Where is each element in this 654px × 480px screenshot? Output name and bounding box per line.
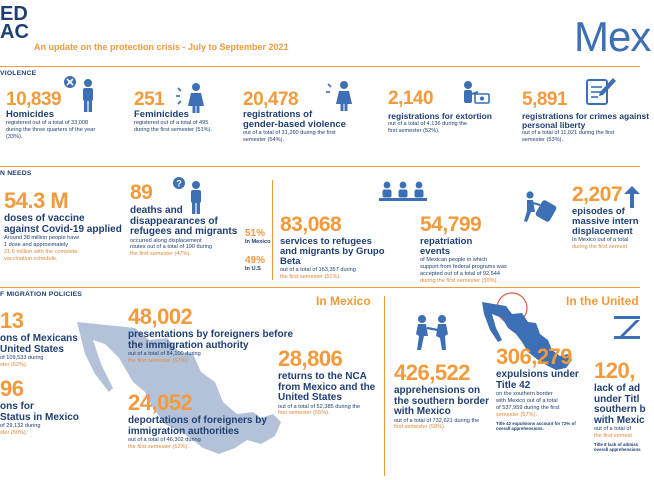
liberty-sub1: out of a total of 11,021 during the first <box>522 129 615 136</box>
apprehensions-sub2: first semester (58%). <box>394 424 446 431</box>
stat-title42 <box>496 346 596 431</box>
pct-us-value: 49% <box>245 255 266 266</box>
returns-label3: United States <box>278 392 342 403</box>
deaths-value: 89 <box>130 181 153 204</box>
repatriation-sub1: of Mexican people in which <box>420 256 488 263</box>
repatriation-sub3: accepted out of a total of 92,544 <box>420 270 500 277</box>
homicides-sub3: (33%). <box>6 133 23 140</box>
header-subtitle: An update on the protection crisis - July to September 2021 <box>34 42 289 52</box>
stat-lack-admission <box>594 360 654 452</box>
repatriation-label1: repatriation <box>420 236 473 247</box>
title42-note1: Title 42 expulsions account for 72% of <box>496 420 576 426</box>
status-mx-sub1: of 29,132 during <box>0 423 41 429</box>
extortion-sub1: out of a total of 4,136 during the <box>388 120 467 127</box>
needs-divider <box>0 287 640 288</box>
suitcase-walker-icon <box>522 190 558 226</box>
logo-line2: AC <box>0 20 29 43</box>
deaths-label2: disappearances of <box>130 215 218 227</box>
repatriation-sub2: support from federal programs was <box>420 263 507 270</box>
deaths-pct-mexico <box>245 228 271 245</box>
vaccine-sub3: 21.6 million with the complete <box>4 248 78 255</box>
lack-label3: southern b <box>594 404 646 415</box>
homicide-person-icon <box>64 74 102 114</box>
deportations-sub1: out of a total of 46,302 during <box>128 437 201 443</box>
lack-sub2: the first semest <box>594 432 632 439</box>
stat-extortion <box>388 89 518 135</box>
status-mx-sub2: ster (50%). <box>0 429 28 436</box>
feminicides-value: 251 <box>134 89 165 110</box>
extortion-value: 2,140 <box>388 88 434 109</box>
apprehension-people-icon <box>412 314 452 352</box>
status-mx-label1: ons for <box>0 401 34 412</box>
apprehensions-label3: with Mexico <box>394 406 451 417</box>
deportations-label2: immigration authorities <box>128 425 240 437</box>
mexicans-us-sub2: ster (62%). <box>0 361 28 368</box>
returns-label1: returns to the NCA <box>278 371 367 382</box>
deaths-sub1: occurred along displacement <box>130 237 202 244</box>
gbv-value: 20,478 <box>243 89 299 110</box>
feminicides-label: Feminicides <box>134 109 189 120</box>
displacement-label1: episodes of <box>572 206 625 217</box>
title42-sub3: of 537,959 during the first <box>496 404 560 411</box>
apprehensions-label2: the southern border <box>394 395 490 407</box>
repatriation-value: 54,799 <box>420 213 482 236</box>
gbv-label2: gender-based violence <box>243 118 346 130</box>
deportations-label1: deportations of foreigners by <box>128 415 267 426</box>
page-title: Mex <box>574 13 651 60</box>
policies-in-us: In the United <box>566 294 639 308</box>
returns-sub2: first semester (55%). <box>278 410 330 417</box>
services-sub1: out of a total of 163,357 during <box>280 266 356 273</box>
apprehensions-label1: apprehensions on <box>394 385 481 396</box>
stat-mexicans-us <box>0 310 90 369</box>
feminicides-sub2: during the first semester (51%). <box>134 126 213 133</box>
policies-in-mexico: In Mexico <box>316 294 371 308</box>
vaccine-sub4: vaccination schedule. <box>4 255 58 262</box>
gbv-woman-icon <box>326 78 356 112</box>
homicides-value: 10,839 <box>6 89 62 110</box>
stat-deportations <box>128 392 298 451</box>
stat-vaccine <box>4 190 129 263</box>
pct-mx-value: 51% <box>245 228 266 239</box>
presentations-label2: the immigration authority <box>128 339 249 351</box>
logo <box>0 3 29 43</box>
presentations-sub2: the first semester (57%). <box>128 357 189 364</box>
stat-gbv <box>243 90 383 144</box>
lack-value: 120, <box>594 358 635 383</box>
gbv-sub2: semester (54%). <box>243 136 285 143</box>
lack-note2: overall apprehensions <box>594 446 641 452</box>
title42-label1: expulsions under <box>496 369 579 380</box>
header-divider <box>0 66 640 67</box>
vaccine-value: 54.3 M <box>4 188 69 213</box>
lack-label2: under Titl <box>594 393 640 405</box>
vaccine-sub1: Around 38 million people have <box>4 235 80 241</box>
gbv-sub1: out of a total of 31,260 during the first <box>243 129 336 136</box>
title42-value: 306,279 <box>496 344 573 369</box>
returns-label2: from Mexico and the <box>278 381 376 393</box>
stat-status-mexico <box>0 378 95 437</box>
status-mx-value: 96 <box>0 376 24 401</box>
feminicides-sub1: registered out of a total of 495 <box>134 119 209 126</box>
question-person-icon <box>172 176 206 216</box>
presentations-label1: presentations by foreigners before <box>128 329 294 340</box>
lack-note1: Title 8 lack of admiss <box>594 441 639 447</box>
lack-sub1: out of a total of <box>594 426 632 432</box>
displacement-label2: massive intern <box>572 215 639 227</box>
deportations-sub2: the first semester (52%). <box>128 443 189 450</box>
title42-label2: Title 42 <box>496 379 531 391</box>
pct-mx-label: In Mexico <box>245 239 271 245</box>
deaths-label3: refugees and migrants <box>130 226 238 237</box>
vaccine-label1: doses of vaccine <box>4 213 85 224</box>
returns-sub1: out of a total of 52,385 during the <box>278 403 361 410</box>
homicides-label: Homicides <box>6 109 55 120</box>
displacement-value: 2,207 <box>572 183 623 206</box>
needs-vertical-divider <box>272 180 273 280</box>
displacement-sub2: during the first semest <box>572 243 628 250</box>
vaccine-sub2: 1 dose and approximately <box>4 241 69 248</box>
policies-vertical-divider <box>384 296 385 476</box>
stat-apprehensions <box>394 362 504 431</box>
extortion-money-icon <box>458 80 492 110</box>
stat-services <box>280 214 405 281</box>
stat-displacement <box>572 184 652 251</box>
displacement-arrow-icon <box>622 186 640 210</box>
status-mx-label2: Status in Mexico <box>0 411 79 423</box>
extortion-label: registrations for extortion <box>388 111 492 121</box>
title42-note2: overall apprehensions. <box>496 425 544 431</box>
mexicans-us-value: 13 <box>0 308 24 333</box>
title42-sub1: on the southern border <box>496 391 553 397</box>
feminicide-woman-icon <box>174 80 210 114</box>
presentations-value: 48,002 <box>128 304 193 329</box>
services-value: 83,068 <box>280 213 342 236</box>
services-label1: services to refugees <box>280 236 372 247</box>
presentations-sub1: out of a total of 84,100 during <box>128 351 201 357</box>
displacement-label3: displacement <box>572 225 633 237</box>
homicides-sub2: during the three quarters of the year <box>6 126 96 133</box>
services-label2: and migrants by Grupo <box>280 245 385 257</box>
stat-returns <box>278 348 398 417</box>
title42-sub2: with Mexico out of a total <box>496 397 558 404</box>
displacement-sub1: In Mexico out of a total <box>572 236 629 243</box>
services-label3: Beta <box>280 255 301 267</box>
lack-label1: lack of ad <box>594 383 641 394</box>
mexicans-us-sub1: of 109,533 during <box>0 355 44 361</box>
svg-text:?: ? <box>176 178 182 189</box>
deaths-pct-us <box>245 255 265 272</box>
mexicans-us-label2: United States <box>0 343 64 355</box>
lack-label4: with Mexic <box>594 414 645 426</box>
deportations-value: 24,052 <box>128 390 193 415</box>
vaccine-label2: against Covid-19 applied <box>4 223 122 235</box>
liberty-sub2: semester (53%). <box>522 136 564 143</box>
liberty-label1: registrations for crimes against <box>522 111 650 121</box>
mexicans-us-label1: ons of Mexicans <box>0 333 78 344</box>
barrier-person-icon <box>614 312 644 352</box>
section-policies: F MIGRATION POLICIES <box>0 291 83 298</box>
repatriation-label2: events <box>420 245 451 257</box>
violence-divider <box>0 166 640 167</box>
pct-us-label: In U.S <box>245 266 261 272</box>
homicides-sub1: registered out of a total of 33,008 <box>6 119 89 126</box>
section-needs: N NEEDS <box>0 170 32 177</box>
gbv-label1: registrations of <box>243 109 313 120</box>
services-sub2: the first semester (51%). <box>280 273 341 280</box>
extortion-sub2: first semester (52%). <box>388 127 440 134</box>
group-people-icon <box>379 180 427 204</box>
apprehensions-value: 426,522 <box>394 360 471 385</box>
repatriation-sub4: during the first semester (59%). <box>420 277 499 284</box>
deaths-label1: deaths and <box>130 205 183 216</box>
deaths-sub2: routes out of a total of 190 during <box>130 244 213 251</box>
title42-sub4: semester (57%). <box>496 411 538 418</box>
document-pen-icon <box>585 76 617 108</box>
apprehensions-sub1: out of a total of 732,621 during the <box>394 417 480 424</box>
liberty-value: 5,891 <box>522 89 568 110</box>
liberty-label2: personal liberty <box>522 119 586 130</box>
deaths-sub3: the first semester (47%). <box>130 251 191 258</box>
section-violence: VIOLENCE <box>0 70 37 77</box>
logo-line1: ED <box>0 3 28 25</box>
returns-value: 28,806 <box>278 346 343 371</box>
